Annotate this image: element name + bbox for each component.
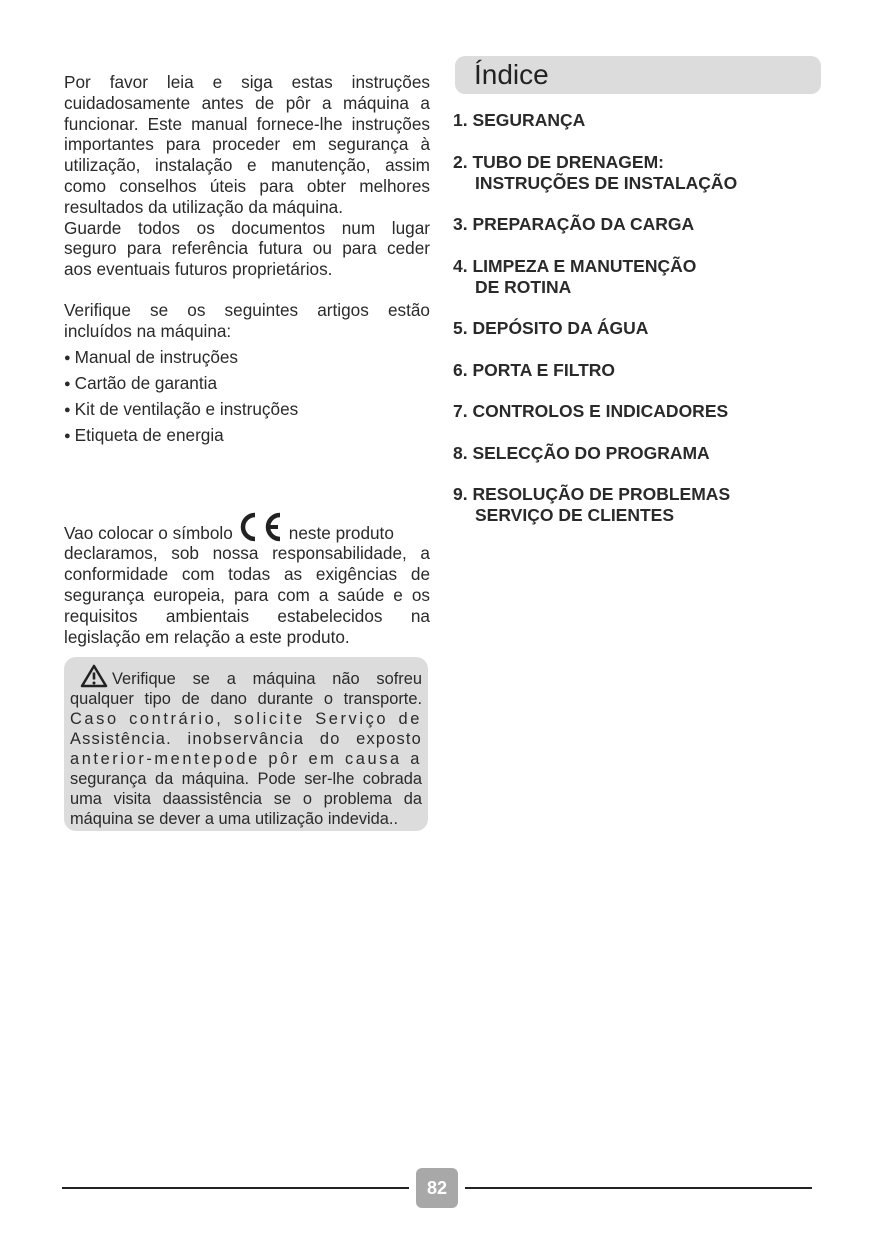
toc-item-water-container[interactable] <box>453 318 833 339</box>
keep-docs-line: seguro para referência futura ou para ceder <box>64 238 430 259</box>
toc-item-load-preparation[interactable] <box>453 214 833 235</box>
toc-item-program-selection[interactable] <box>453 443 833 464</box>
keep-docs-line: aos eventuais futuros proprietários. <box>64 259 333 280</box>
intro-line: resultados da utilização da máquina. <box>64 196 343 217</box>
ce-line: conformidade com todas as exigências de <box>64 564 430 585</box>
toc-item-controls[interactable] <box>453 401 833 422</box>
warning-line: máquina se dever a uma utilização indevida.. <box>70 810 399 828</box>
checklist-line: Verifique se os seguintes artigos estão <box>64 299 430 320</box>
list-item-label: Manual de instruções <box>74 346 239 367</box>
footer-rule-left <box>62 1187 409 1189</box>
page-number: 82 <box>416 1168 458 1208</box>
toc-item-label: 8. SELECÇÃO DO PROGRAMA <box>453 442 710 463</box>
warning-line: Caso contrário, solicite Serviço de <box>70 710 422 728</box>
toc-item-label: 4. LIMPEZA E MANUTENÇÃO <box>453 255 697 276</box>
toc-item-door-filter[interactable] <box>453 360 833 381</box>
warning-triangle-icon <box>80 664 108 688</box>
ce-line: requisitos ambientais estabelecidos na <box>64 605 430 626</box>
ce-before-text: Vao colocar o símbolo <box>64 522 233 543</box>
toc-item-label: 3. PREPARAÇÃO DA CARGA <box>453 214 695 234</box>
warning-line: anterior-mentepode pôr em causa a <box>70 750 422 768</box>
warning-text <box>70 664 422 829</box>
intro-line: cuidadosamente antes de pôr a máquina a <box>64 92 430 113</box>
index-title: Índice <box>474 59 549 90</box>
ce-line: declaramos, sob nossa responsabilidade, a <box>64 543 430 564</box>
warning-first-line <box>70 664 422 689</box>
index-header <box>455 56 821 94</box>
ce-first-line <box>64 512 430 544</box>
intro-line: importantes para proceder em segurança à <box>64 134 430 155</box>
keep-docs-line: Guarde todos os documentos num lugar <box>64 217 430 238</box>
intro-line: funcionar. Este manual fornece-lhe instruções <box>64 113 430 134</box>
intro-line: utilização, instalação e manutenção, assim <box>64 155 430 176</box>
list-item-label: Etiqueta de energia <box>74 424 224 445</box>
transport-damage-warning <box>64 657 428 831</box>
toc-item-sublabel: INSTRUÇÕES DE INSTALAÇÃO <box>475 172 738 193</box>
ce-after-text: neste produto <box>288 522 394 543</box>
included-items-list <box>64 346 430 450</box>
list-item-label: Cartão de garantia <box>74 372 218 393</box>
warning-line: segurança da máquina. Pode ser-lhe cobrada <box>70 770 422 788</box>
ce-line: segurança europeia, para com a saúde e os <box>64 584 430 605</box>
ce-line: legislação em relação a este produto. <box>64 626 350 647</box>
toc-item-label: 7. CONTROLOS E INDICADORES <box>453 401 729 421</box>
list-item <box>64 424 430 450</box>
toc-item-drain-hose[interactable] <box>453 152 833 194</box>
warning-line: qualquer tipo de dano durante o transporte. <box>70 690 422 708</box>
toc-item-label: 1. SEGURANÇA <box>453 110 586 130</box>
toc-item-label: 2. TUBO DE DRENAGEM: <box>453 151 664 172</box>
intro-paragraph <box>64 72 430 280</box>
intro-line: Por favor leia e siga estas instruções <box>64 72 430 92</box>
list-item <box>64 346 430 372</box>
ce-paragraph <box>64 512 430 648</box>
intro-line: como conselhos úteis para obter melhores <box>64 175 430 196</box>
toc-item-sublabel: SERVIÇO DE CLIENTES <box>475 505 675 525</box>
list-item <box>64 398 430 424</box>
toc-item-label: 9. RESOLUÇÃO DE PROBLEMAS <box>453 484 731 504</box>
toc-item-cleaning[interactable] <box>453 256 833 298</box>
warning-line: uma visita daassistência se o problema da <box>70 790 422 808</box>
toc-item-label: 5. DEPÓSITO DA ÁGUA <box>453 318 649 338</box>
toc-item-sublabel: DE ROTINA <box>475 276 572 297</box>
warning-line: Assistência. inobservância do exposto <box>70 730 422 748</box>
left-column <box>64 72 430 647</box>
checklist-intro <box>64 300 430 342</box>
list-item <box>64 372 430 398</box>
ce-mark-icon <box>237 512 283 542</box>
toc-item-label: 6. PORTA E FILTRO <box>453 359 616 380</box>
toc-item-troubleshooting[interactable] <box>453 484 833 526</box>
footer-rule-right <box>465 1187 812 1189</box>
warning-line: Verifique se a máquina não sofreu <box>112 670 422 688</box>
toc-item-safety[interactable] <box>453 110 833 131</box>
table-of-contents <box>453 110 833 547</box>
list-item-label: Kit de ventilação e instruções <box>74 398 299 419</box>
checklist-line: incluídos na máquina: <box>64 320 232 341</box>
